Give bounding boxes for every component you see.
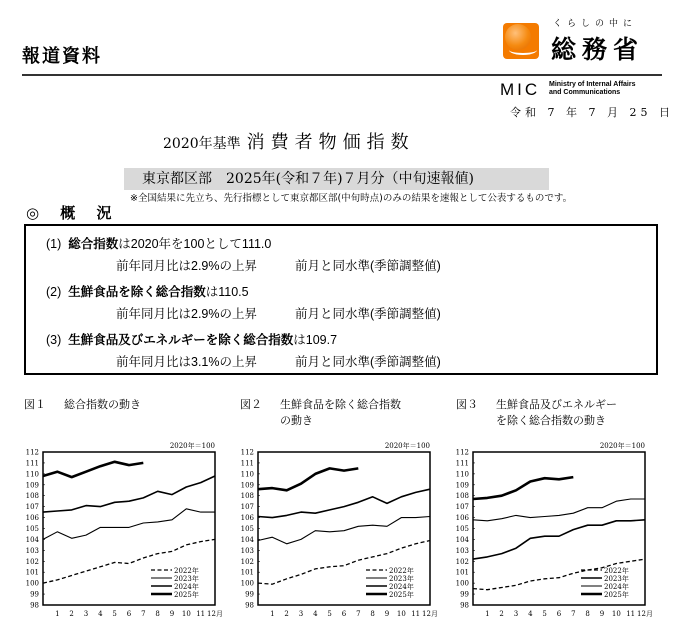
svg-text:4: 4 <box>528 610 533 618</box>
overview-item: (2) 生鮮食品を除く総合指数は110.5 前年同月比は2.9%の上昇 前月と同水準(季節調整値) <box>46 285 441 321</box>
svg-text:110: 110 <box>25 470 39 479</box>
svg-text:103: 103 <box>455 546 469 555</box>
svg-text:2025年: 2025年 <box>389 591 414 599</box>
svg-text:1: 1 <box>485 610 490 618</box>
svg-text:2020年＝100: 2020年＝100 <box>599 442 645 450</box>
svg-text:1: 1 <box>55 610 60 618</box>
svg-text:8: 8 <box>585 610 590 618</box>
svg-text:100: 100 <box>455 579 469 588</box>
series-line-2023年 <box>43 509 215 540</box>
svg-text:11: 11 <box>196 610 206 618</box>
svg-text:109: 109 <box>455 481 469 490</box>
svg-text:2: 2 <box>499 610 504 618</box>
svg-text:111: 111 <box>455 459 469 468</box>
figure-3-title: 図３ 生鮮食品及びエネルギー を除く総合指数の動き <box>456 398 617 427</box>
svg-text:10: 10 <box>611 610 621 618</box>
svg-text:105: 105 <box>240 525 254 533</box>
svg-text:3: 3 <box>83 610 89 618</box>
svg-text:2022年: 2022年 <box>389 567 414 575</box>
series-line-2025年 <box>258 468 358 490</box>
svg-text:104: 104 <box>25 535 39 544</box>
chart-cpi-excl-fresh-food <box>233 440 448 630</box>
svg-text:106: 106 <box>240 514 254 523</box>
svg-text:102: 102 <box>455 557 469 566</box>
svg-text:3: 3 <box>513 610 519 618</box>
svg-text:7: 7 <box>141 610 146 618</box>
svg-text:98: 98 <box>30 601 39 610</box>
series-line-2024年 <box>258 489 430 517</box>
svg-text:99: 99 <box>30 590 39 599</box>
svg-text:2020年＝100: 2020年＝100 <box>384 442 430 450</box>
svg-text:8: 8 <box>155 610 160 618</box>
svg-text:2023年: 2023年 <box>174 575 199 583</box>
svg-text:108: 108 <box>455 492 469 501</box>
svg-text:2: 2 <box>69 610 74 618</box>
svg-text:100: 100 <box>240 579 254 588</box>
svg-text:7: 7 <box>356 610 361 618</box>
overview-item: (3) 生鮮食品及びエネルギーを除く総合指数は109.7 前年同月比は3.1%の上昇 前月と同水準(季節調整値) <box>46 333 441 369</box>
figure-2-title: 図２ 生鮮食品を除く総合指数 の動き <box>240 398 401 427</box>
svg-text:2: 2 <box>284 610 289 618</box>
svg-text:11: 11 <box>411 610 421 618</box>
svg-text:2023年: 2023年 <box>389 575 414 583</box>
svg-text:112: 112 <box>25 448 39 457</box>
series-line-2024年 <box>473 499 645 521</box>
svg-text:1: 1 <box>270 610 275 618</box>
svg-text:99: 99 <box>460 590 469 599</box>
series-line-2023年 <box>258 517 430 544</box>
mic-logo-icon <box>503 23 539 59</box>
title-main: 消費者物価指数 <box>246 132 415 153</box>
svg-text:112: 112 <box>240 448 254 457</box>
svg-text:12月: 12月 <box>637 610 653 618</box>
title-prefix: 2020年基準 <box>163 136 241 152</box>
svg-text:107: 107 <box>455 503 469 512</box>
overview-heading: ◎ 概 況 <box>26 204 120 222</box>
svg-text:2023年: 2023年 <box>604 575 629 583</box>
svg-text:108: 108 <box>240 492 254 501</box>
svg-text:103: 103 <box>240 546 254 555</box>
svg-text:98: 98 <box>460 601 469 610</box>
svg-text:2024年: 2024年 <box>174 583 199 591</box>
svg-text:2024年: 2024年 <box>389 583 414 591</box>
svg-text:106: 106 <box>455 514 469 523</box>
svg-text:9: 9 <box>169 610 175 618</box>
svg-text:2020年＝100: 2020年＝100 <box>169 442 215 450</box>
svg-text:2024年: 2024年 <box>604 583 629 591</box>
logo-tagline: くらしの中に <box>553 19 638 29</box>
overview-box <box>24 224 658 375</box>
svg-text:5: 5 <box>542 610 547 618</box>
svg-text:3: 3 <box>298 610 304 618</box>
svg-text:10: 10 <box>181 610 191 618</box>
svg-text:12月: 12月 <box>422 610 438 618</box>
svg-text:2025年: 2025年 <box>174 591 199 599</box>
ministry-name: 総務省 <box>551 35 645 64</box>
svg-text:98: 98 <box>245 601 254 610</box>
svg-text:12月: 12月 <box>207 610 223 618</box>
svg-text:5: 5 <box>112 610 117 618</box>
mic-abbr: MIC <box>500 80 541 99</box>
svg-text:7: 7 <box>571 610 576 618</box>
release-date: 令和 7 年 7 月 25 日 <box>510 106 674 119</box>
header-divider <box>22 74 502 76</box>
chart-cpi-all-items <box>18 440 233 630</box>
svg-text:108: 108 <box>25 492 39 501</box>
series-line-2024年 <box>43 476 215 512</box>
svg-text:4: 4 <box>313 610 318 618</box>
svg-text:11: 11 <box>626 610 636 618</box>
series-line-2023年 <box>473 520 645 559</box>
svg-text:6: 6 <box>556 610 562 618</box>
ministry-english-name: Ministry of Internal Affairs and Communications <box>549 81 636 96</box>
svg-text:107: 107 <box>25 503 39 512</box>
svg-text:99: 99 <box>245 590 254 599</box>
svg-text:109: 109 <box>25 481 39 490</box>
overview-item: (1) 総合指数は2020年を100として111.0 前年同月比は2.9%の上昇 前月と同水準(季節調整値) <box>46 237 441 273</box>
svg-text:101: 101 <box>240 568 254 577</box>
svg-text:104: 104 <box>240 535 254 544</box>
svg-text:2022年: 2022年 <box>604 567 629 575</box>
svg-text:6: 6 <box>341 610 347 618</box>
svg-text:4: 4 <box>98 610 103 618</box>
logo-divider <box>502 74 662 76</box>
figure-1-title: 図１ 総合指数の動き <box>24 398 141 411</box>
svg-text:107: 107 <box>240 503 254 512</box>
svg-text:101: 101 <box>455 568 469 577</box>
page-title <box>163 128 415 154</box>
svg-text:110: 110 <box>240 470 254 479</box>
release-note: ※全国結果に先立ち、先行指標として東京都区部(中旬時点)のみの結果を速報として公表するものです。 <box>130 193 573 204</box>
svg-text:102: 102 <box>240 557 254 566</box>
svg-text:2025年: 2025年 <box>604 591 629 599</box>
svg-text:111: 111 <box>240 459 254 468</box>
svg-text:112: 112 <box>455 448 469 457</box>
series-line-2025年 <box>43 462 143 477</box>
svg-text:110: 110 <box>455 470 469 479</box>
svg-text:6: 6 <box>126 610 132 618</box>
svg-text:10: 10 <box>396 610 406 618</box>
subtitle: 東京都区部 2025年(令和７年)７月分（中旬速報値) <box>124 168 549 190</box>
svg-text:9: 9 <box>384 610 390 618</box>
svg-text:100: 100 <box>25 579 39 588</box>
svg-text:103: 103 <box>25 546 39 555</box>
svg-text:105: 105 <box>455 525 469 533</box>
svg-text:109: 109 <box>240 481 254 490</box>
svg-text:2022年: 2022年 <box>174 567 199 575</box>
svg-text:111: 111 <box>25 459 39 468</box>
svg-text:101: 101 <box>25 568 39 577</box>
svg-text:105: 105 <box>25 525 39 533</box>
svg-text:106: 106 <box>25 514 39 523</box>
svg-text:8: 8 <box>370 610 375 618</box>
svg-text:104: 104 <box>455 535 469 544</box>
press-release-label: 報道資料 <box>22 46 102 67</box>
svg-text:102: 102 <box>25 557 39 566</box>
svg-text:5: 5 <box>327 610 332 618</box>
svg-text:9: 9 <box>599 610 605 618</box>
chart-cpi-excl-fresh-food-energy <box>448 440 663 630</box>
series-line-2025年 <box>473 477 573 499</box>
